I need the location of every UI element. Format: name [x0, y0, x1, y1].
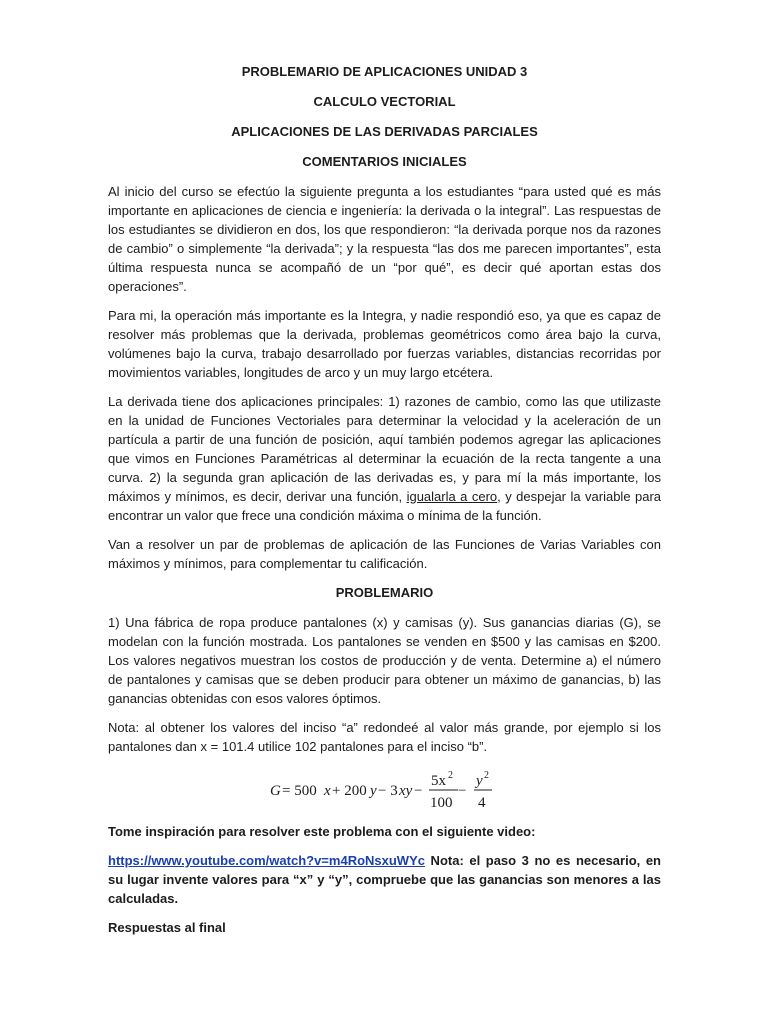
profit-formula: [108, 766, 661, 814]
formula-xy: xy: [398, 783, 412, 799]
formula-y: y: [369, 783, 377, 799]
video-paragraph: [108, 851, 661, 908]
frac2-numerator: y: [475, 773, 483, 789]
frac1-denominator: 100: [429, 795, 452, 811]
youtube-link[interactable]: https://www.youtube.com/watch?v=m4RoNsxuWYc: [108, 853, 425, 868]
formula-plus200: + 200: [331, 783, 367, 799]
paragraph-derivative-part1: La derivada tiene dos aplicaciones principales: 1) razones de cambio, como las que utilizaste en la unidad de Funciones Vectoriales para determinar la velocidad y la aceleración de un partícula a partir de una función de posición, aquí también podemos agregar las aplicaciones que vimos en Funciones Paramétricas al determinar la ecuación de la recta tangente a una curva. 2) la segunda gran aplicación de las derivadas es, y para mí la más importante, los máximos y mínimos, es decir, derivar una función,: [108, 394, 661, 504]
underlined-phrase: igualarla a cero: [406, 489, 498, 504]
document-title: PROBLEMARIO DE APLICACIONES UNIDAD 3: [241, 64, 528, 79]
formula-minus: −: [413, 783, 422, 799]
formula-minus3: − 3: [377, 783, 398, 799]
frac1-numerator: 5x: [430, 773, 446, 789]
paragraph-derivative: [108, 392, 661, 525]
paragraph-intro: Al inicio del curso se efectúo la siguiente pregunta a los estudiantes “para usted qué es más importante en aplicaciones de ciencia e ingeniería: la derivada o la integral”. Las respuestas de los estudiantes se dividieron en dos, los que respondieron: “la derivada porque nos da razones de cambio” o simplemente “la derivada”; y la respuesta “las dos me parecen importantes”, esta última respuesta nunca se acompañó de un “por qué”, es decir qué aportan estas dos operaciones”.: [108, 184, 661, 294]
formula-minus2: −: [457, 783, 466, 799]
problem-1-note: Nota: al obtener los valores del inciso “a” redondeé al valor más grande, por ejemplo si los pantalones dan x = 101.4 utilice 102 pantalones para el inciso “b”.: [108, 720, 661, 754]
paragraph-integral: Para mi, la operación más importante es la Integra, y nadie respondió eso, ya que es capaz de resolver más problemas que la derivada, problemas geométricos como área bajo la curva, volúmenes bajo la curva, trabajo desarrollado por fuerzas variables, distancias recorridas por movimientos variables, longitudes de arco y un muy largo etcétera.: [108, 308, 661, 380]
section-title-problemario: PROBLEMARIO: [335, 585, 434, 600]
problem-1: 1) Una fábrica de ropa produce pantalones (x) y camisas (y). Sus ganancias diarias (G), se modelan con la función mostrada. Los pantalones se venden en $500 y las camisas en $200. Los valores negativos muestran los costos de producción y de venta. Determine a) el número de pantalones y camisas que se deben producir para obtener un máximo de ganancias, b) las ganancias obtenidas con esos valores óptimos.: [108, 615, 661, 706]
formula-eq: = 500: [281, 783, 317, 799]
formula-lhs: G: [269, 783, 281, 799]
formula-x: x: [323, 783, 331, 799]
course-title: CALCULO VECTORIAL: [313, 94, 456, 109]
topic-title: APLICACIONES DE LAS DERIVADAS PARCIALES: [231, 124, 538, 139]
document-page: [108, 62, 661, 937]
paragraph-instructions: Van a resolver un par de problemas de aplicación de las Funciones de Varias Variables con máximos y mínimos, para complementar tu calificación.: [108, 537, 661, 571]
paragraph-derivative-part2: , y despejar la variable para encontrar un valor que frece una condición máxima o mínima de la función.: [108, 489, 662, 523]
inspiration-line: Tome inspiración para resolver este problema con el siguiente video:: [108, 824, 536, 839]
section-title-comments: COMENTARIOS INICIALES: [302, 154, 467, 169]
frac2-exponent: 2: [483, 770, 489, 781]
frac1-exponent: 2: [447, 770, 453, 781]
answers-note: Respuestas al final: [108, 920, 226, 935]
frac2-denominator: 4: [477, 795, 485, 811]
video-note: Nota: el paso 3 no es necesario, en su lugar invente valores para “x” y “y”, compruebe que las ganancias son menores a las calculadas.: [108, 853, 661, 906]
